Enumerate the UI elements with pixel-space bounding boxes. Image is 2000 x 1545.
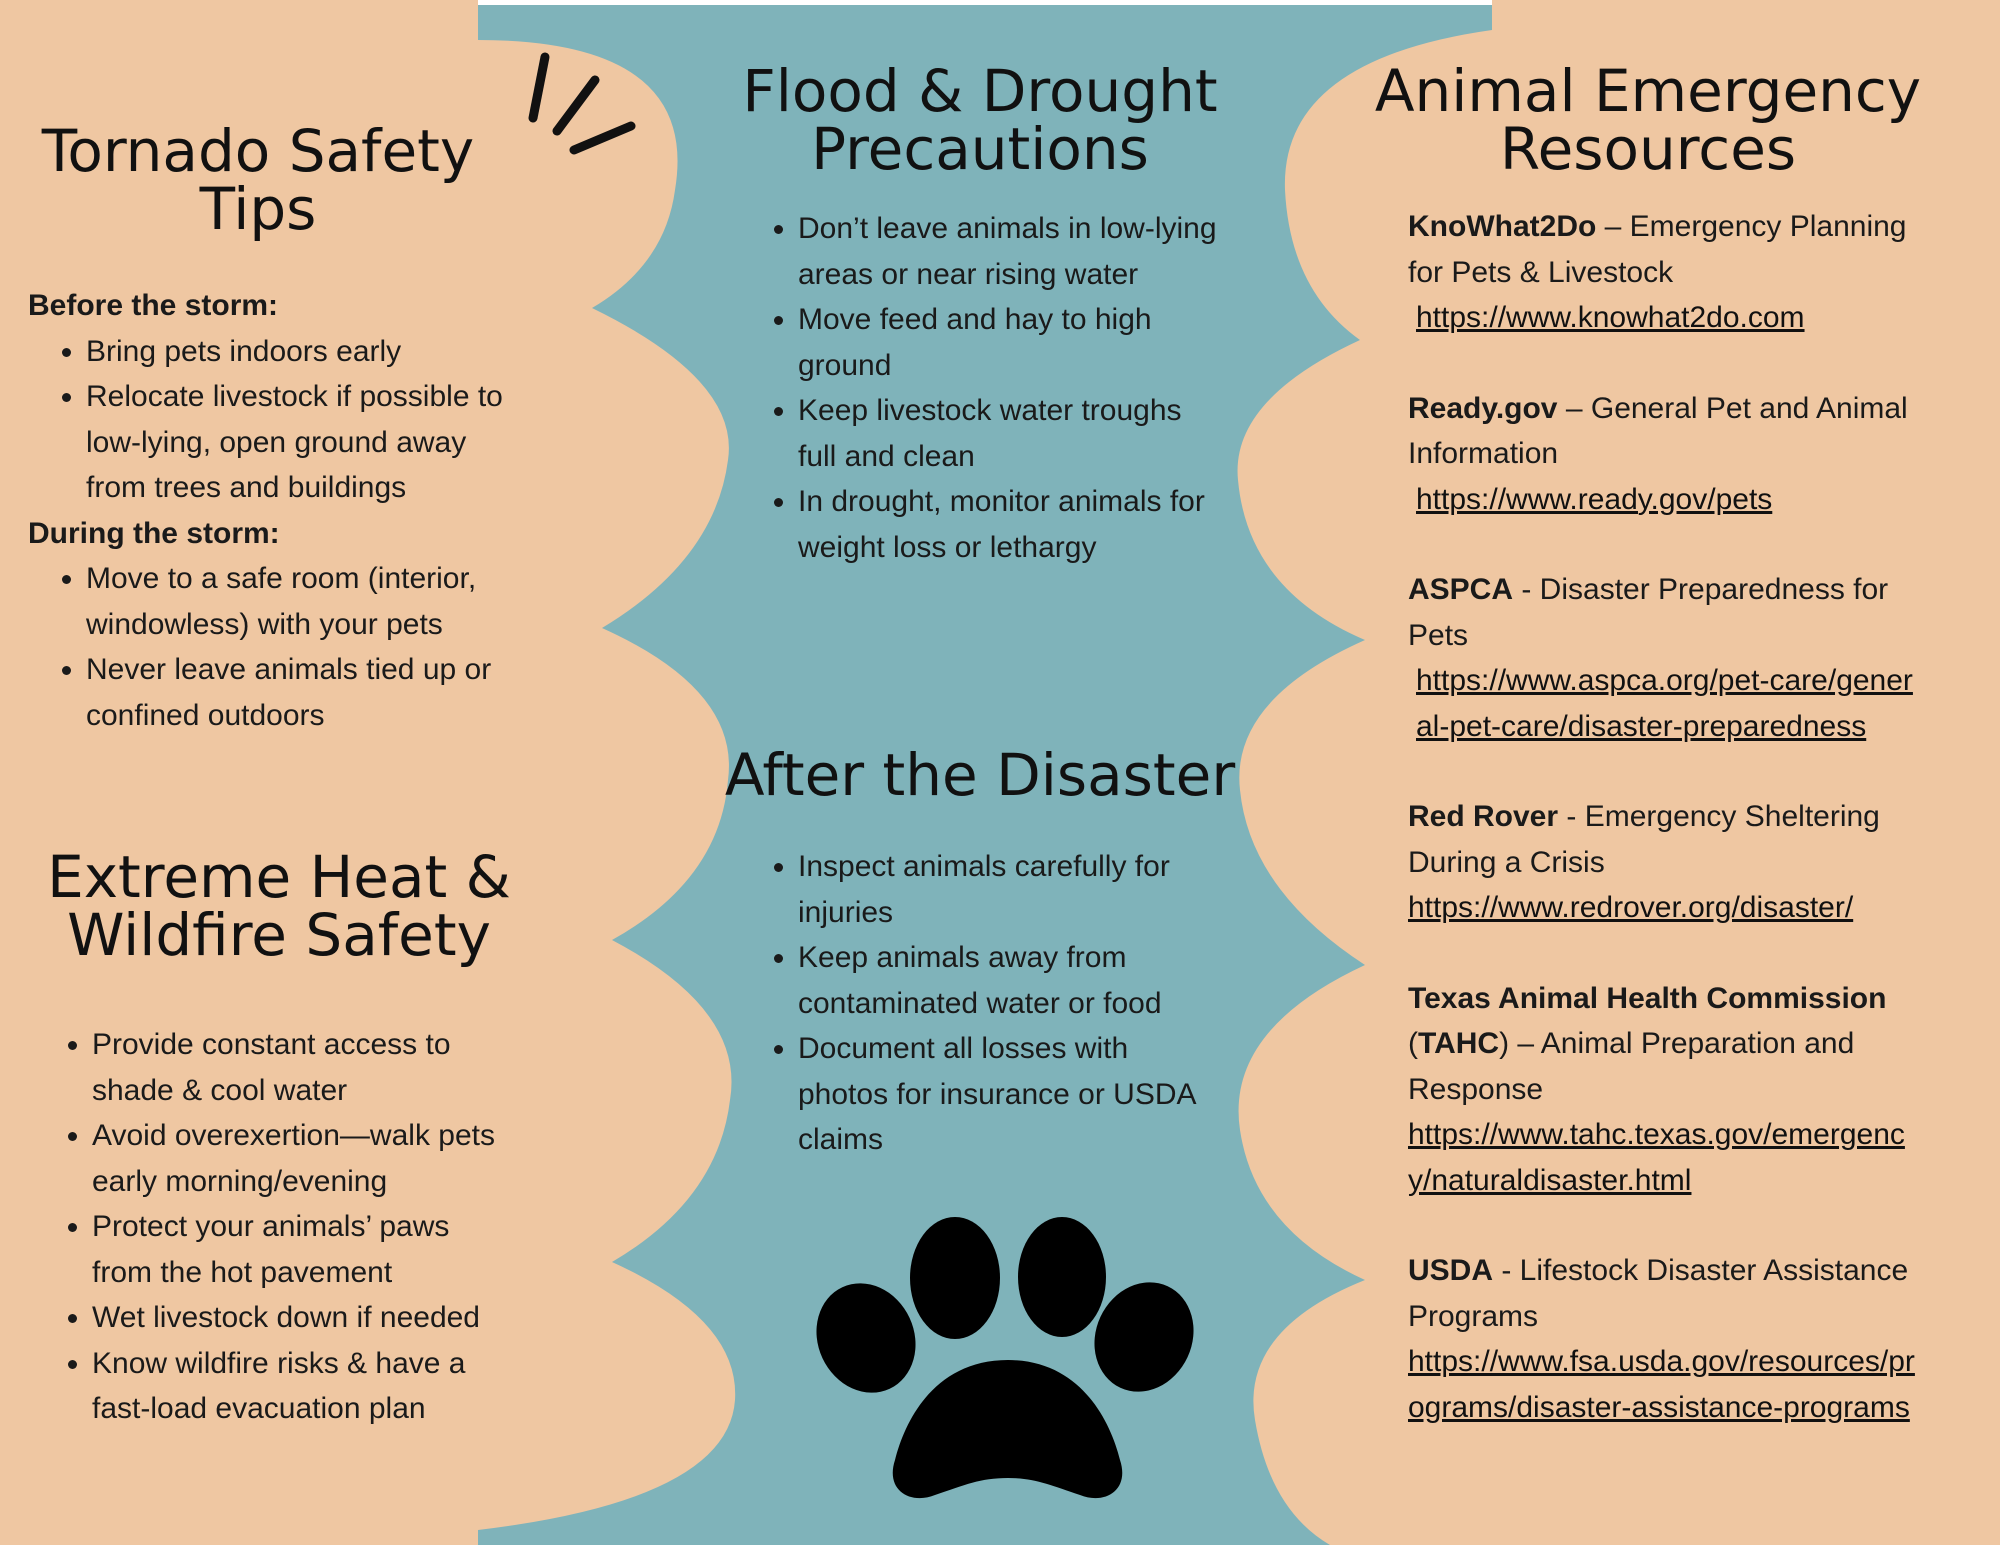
resource-name: KnoWhat2Do — [1408, 210, 1597, 243]
list-item: • Provide constant access to shade & cool water — [92, 1022, 514, 1113]
resource-name: Ready.gov — [1408, 391, 1558, 425]
redrover-link[interactable]: https://www.redrover.org/disaster/ — [1408, 891, 1854, 924]
during-storm-heading: During the storm: — [28, 516, 280, 550]
list-item: • Keep livestock water troughs full and clean — [798, 388, 1220, 479]
list-item: • Keep animals away from contaminated water or food — [798, 935, 1220, 1026]
tornado-title: Tornado Safety Tips — [41, 117, 475, 243]
resource-name: ASPCA — [1408, 573, 1514, 606]
tahc-link[interactable]: https://www.tahc.texas.gov/emergency/naturaldisaster.html — [1408, 1118, 1905, 1197]
usda-link[interactable]: https://www.fsa.usda.gov/resources/programs/disaster-assistance-programs — [1408, 1345, 1915, 1424]
list-item: • Never leave animals tied up or confined outdoors — [86, 647, 528, 738]
before-storm-heading: Before the storm: — [28, 289, 279, 322]
flood-section — [740, 57, 1220, 570]
list-item: • Avoid overexertion—walk pets early morning/evening — [92, 1113, 514, 1204]
list-item: • Bring pets indoors early — [86, 329, 528, 375]
resource-desc: ) – Animal Preparation and Response — [1408, 1027, 1855, 1106]
resources-title: Animal Emergency Resources — [1374, 57, 1922, 183]
flood-title: Flood & Drought Precautions — [742, 57, 1218, 183]
resources-section — [1374, 57, 1928, 1475]
list-item: • Know wildfire risks & have a fast-load evacuation plan — [92, 1341, 514, 1432]
resource-paren: ( — [1408, 1027, 1418, 1060]
after-list — [740, 844, 1220, 1163]
list-item: • In drought, monitor animals for weight loss or lethargy — [798, 479, 1220, 570]
resource-name: Texas Animal Health Commission — [1408, 981, 1887, 1015]
list-item: • Move feed and hay to high ground — [798, 297, 1220, 388]
heat-list — [34, 1022, 514, 1432]
heat-section — [34, 843, 514, 1432]
tornado-section — [28, 117, 528, 738]
resource-tahc — [1408, 976, 1928, 1204]
during-storm-list — [28, 556, 528, 738]
knowhat2do-link[interactable]: https://www.knowhat2do.com — [1416, 301, 1805, 334]
list-item: • Don’t leave animals in low-lying areas or near rising water — [798, 206, 1220, 297]
aspca-link[interactable]: https://www.aspca.org/pet-care/general-pet-care/disaster-preparedness — [1416, 664, 1913, 743]
list-item: • Document all losses with photos for insurance or USDA claims — [798, 1026, 1220, 1163]
heat-title: Extreme Heat & Wildfire Safety — [47, 843, 511, 969]
resource-desc: - Emergency Sheltering During a Crisis — [1408, 800, 1880, 879]
list-item: • Inspect animals carefully for injuries — [798, 844, 1220, 935]
list-item: • Move to a safe room (interior, windowless) with your pets — [86, 556, 528, 647]
resource-desc: – General Pet and Animal Information — [1408, 391, 1908, 470]
flood-list — [740, 206, 1220, 570]
resource-desc: - Lifestock Disaster Assistance Programs — [1408, 1254, 1909, 1333]
resource-aspca — [1408, 567, 1928, 749]
list-item: • Wet livestock down if needed — [92, 1295, 514, 1341]
resource-readygov — [1408, 386, 1928, 523]
list-item: • Protect your animals’ paws from the hot pavement — [92, 1204, 514, 1295]
after-section — [724, 741, 1236, 1163]
resource-desc: – Emergency Planning for Pets & Livestock — [1408, 210, 1907, 289]
after-title: After the Disaster — [724, 741, 1236, 809]
resource-knowhat2do — [1408, 204, 1928, 341]
resource-usda — [1408, 1248, 1928, 1430]
before-storm-list — [28, 329, 528, 511]
resource-abbr: TAHC — [1418, 1027, 1500, 1060]
resource-desc: - Disaster Preparedness for Pets — [1408, 573, 1889, 652]
resource-name: Red Rover — [1408, 800, 1559, 833]
resource-redrover — [1408, 794, 1928, 931]
readygov-link[interactable]: https://www.ready.gov/pets — [1416, 482, 1773, 516]
list-item: • Relocate livestock if possible to low-lying, open ground away from trees and buildings — [86, 374, 528, 511]
resource-name: USDA — [1408, 1254, 1494, 1287]
